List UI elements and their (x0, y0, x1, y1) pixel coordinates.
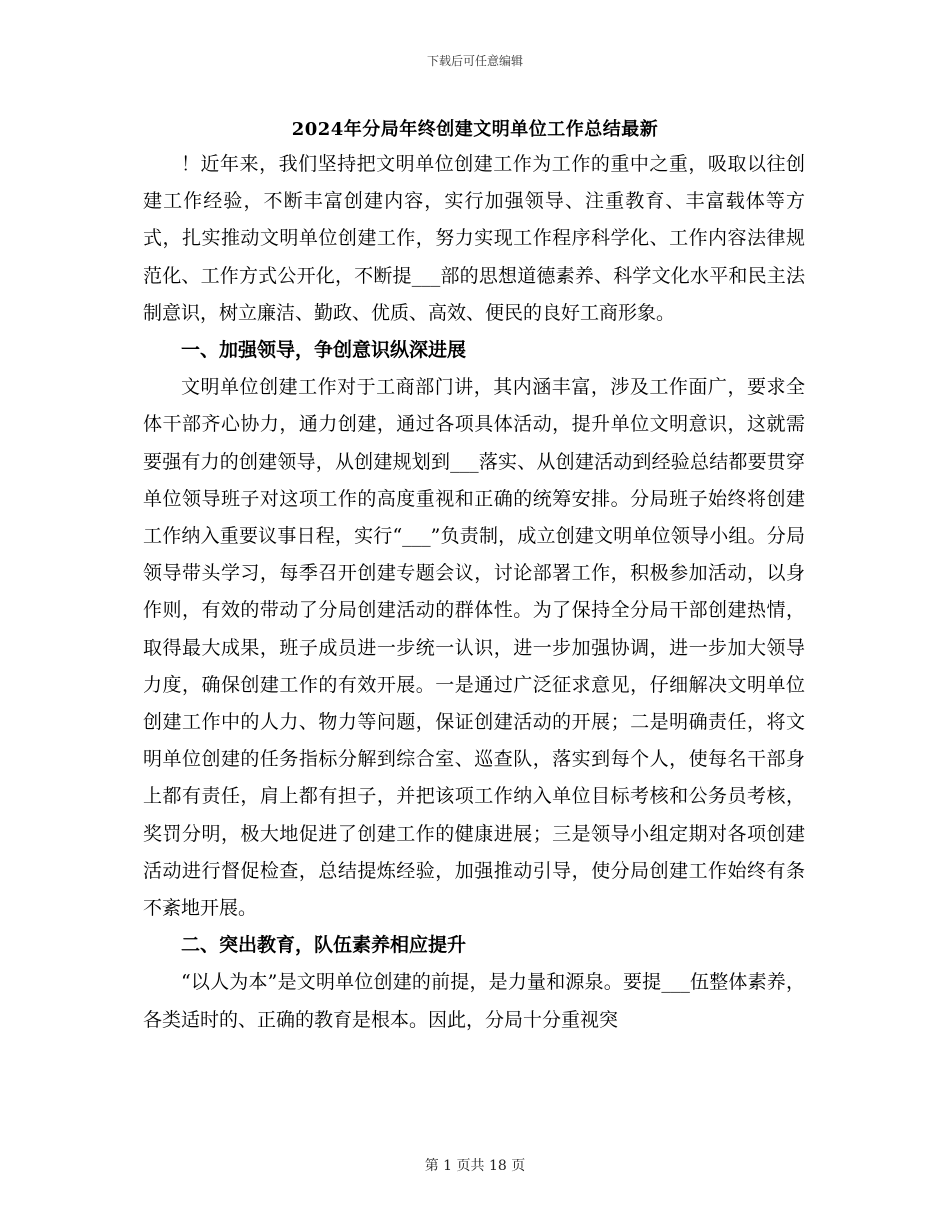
paragraph-intro: ！近年来，我们坚持把文明单位创建工作为工作的重中之重，吸取以往创建工作经验，不断丰富创建内容，实行加强领导、注重教育、丰富载体等方式，扎实推动文明单位创建工作，努力实现工作程序科学化、工作内容法律规范化、工作方式公开化，不断提___部的思想道德素养、科学文化水平和民主法制意识，树立廉洁、勤政、优质、高效、便民的良好工商形象。 (143, 153, 805, 324)
document-body (143, 146, 805, 1039)
page-header: 下载后可任意编辑 (426, 54, 523, 68)
paragraph-section-2: “以人为本”是文明单位创建的前提，是力量和源泉。要提___伍整体素养，各类适时的、正确的教育是根本。因此，分局十分重视突 (143, 971, 805, 1031)
section-heading-2: 二、突出教育，队伍素养相应提升 (181, 934, 467, 957)
section-heading-1: 一、加强领导，争创意识纵深进展 (181, 339, 467, 362)
document-title: 2024年分局年终创建文明单位工作总结最新 (291, 119, 659, 140)
paragraph-section-1: 文明单位创建工作对于工商部门讲，其内涵丰富，涉及工作面广，要求全体干部齐心协力，通力创建，通过各项具体活动，提升单位文明意识，这就需要强有力的创建领导，从创建规划到___落实、从创建活动到经验总结都要贯穿单位领导班子对这项工作的高度重视和正确的统筹安排。分局班子始终将创建工作纳入重要议事日程，实行“___”负责制，成立创建文明单位领导小组。分局领导带头学习，每季召开创建专题会议，讨论部署工作，积极参加活动，以身作则，有效的带动了分局创建活动的群体性。为了保持全分局干部创建热情，取得最大成果，班子成员进一步统一认识，进一步加强协调，进一步加大领导力度，确保创建工作的有效开展。一是通过广泛征求意见，仔细解决文明单位创建工作中的人力、物力等问题，保证创建活动的开展；二是明确责任，将文明单位创建的任务指标分解到综合室、巡查队，落实到每个人，使每名干部身上都有责任，肩上都有担子，并把该项工作纳入单位目标考核和公务员考核，奖罚分明，极大地促进了创建工作的健康进展；三是领导小组定期对各项创建活动进行督促检查，总结提炼经验，加强推动引导，使分局创建工作始终有条不紊地开展。 (143, 376, 805, 920)
page-footer: 第 1 页共 18 页 (424, 1158, 526, 1174)
